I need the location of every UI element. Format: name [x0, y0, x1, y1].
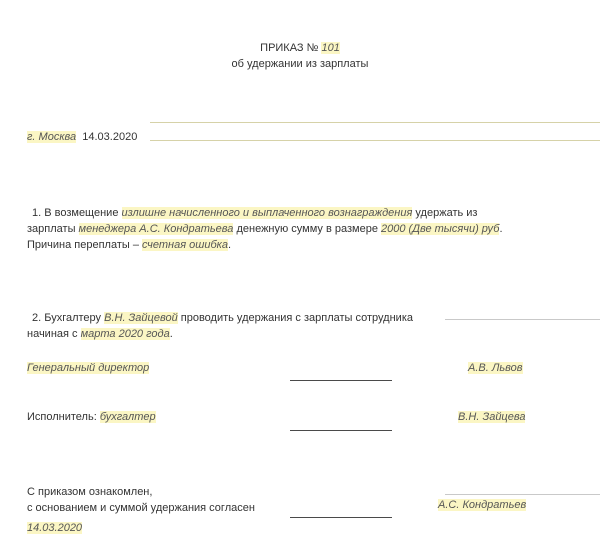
item1-cause: счетная ошибка — [142, 239, 228, 251]
item2-divider — [445, 319, 600, 320]
place-date-divider — [150, 140, 600, 141]
ack-line1: С приказом ознакомлен, — [27, 486, 153, 498]
director-signature-line — [290, 380, 392, 381]
item2-text-a: 2. Бухгалтеру — [32, 312, 105, 324]
employee-signature-line — [290, 517, 392, 518]
header-divider — [150, 122, 600, 123]
order-title — [0, 42, 600, 54]
ack-date-text: 14.03.2020 — [27, 522, 83, 534]
order-subtitle: об удержании из зарплаты — [231, 58, 369, 70]
item2-text-b: проводить удержания с зарплаты сотрудника — [177, 312, 413, 324]
order-date: 14.03.2020 — [82, 131, 138, 143]
item2-start-date: марта 2020 года — [80, 328, 170, 340]
executor-name-text: В.Н. Зайцева — [458, 411, 526, 423]
item1-text-f: Причина переплаты – — [27, 239, 143, 251]
executor-signature-line — [290, 430, 392, 431]
executor-name — [458, 411, 525, 423]
item1-line1 — [32, 207, 477, 219]
employee-name-text: А.С. Кондратьев — [438, 499, 527, 511]
item2-line1 — [32, 312, 413, 324]
item1-text-c: зарплаты — [27, 223, 79, 235]
item1-employee: менеджера А.С. Кондратьева — [78, 223, 234, 235]
item1-amount: 2000 (Две тысячи) руб — [381, 223, 500, 235]
item1-line2 — [27, 223, 503, 235]
item2-text-c: начиная с — [27, 328, 81, 340]
order-number: 101 — [321, 42, 340, 54]
director-name — [468, 362, 523, 374]
item1-text-b: удержать из — [412, 207, 478, 219]
director-name-text: А.В. Львов — [468, 362, 523, 374]
director-title-text: Генеральный директор — [27, 362, 150, 374]
order-title-prefix: ПРИКАЗ № — [260, 42, 322, 54]
item2-accountant: В.Н. Зайцевой — [104, 312, 178, 324]
ack-divider — [445, 494, 600, 495]
item2-line2 — [27, 328, 173, 340]
place-date — [27, 131, 137, 143]
ack-line2: с основанием и суммой удержания согласен — [27, 502, 255, 514]
item1-text-a: 1. В возмещение — [32, 207, 122, 219]
executor-title: бухгалтер — [99, 411, 156, 423]
ack-date — [27, 522, 82, 534]
city: г. Москва — [27, 131, 77, 143]
item1-line3 — [27, 239, 231, 251]
item2-text-d: . — [169, 328, 173, 340]
executor — [27, 411, 156, 423]
item1-text-d: денежную сумму в размере — [233, 223, 382, 235]
item1-text-e: . — [499, 223, 503, 235]
employee-name — [438, 499, 526, 511]
item1-reason: излишне начисленного и выплаченного вознаграждения — [121, 207, 413, 219]
item1-text-g: . — [228, 239, 232, 251]
executor-label: Исполнитель: — [27, 411, 100, 423]
director-title — [27, 362, 149, 374]
